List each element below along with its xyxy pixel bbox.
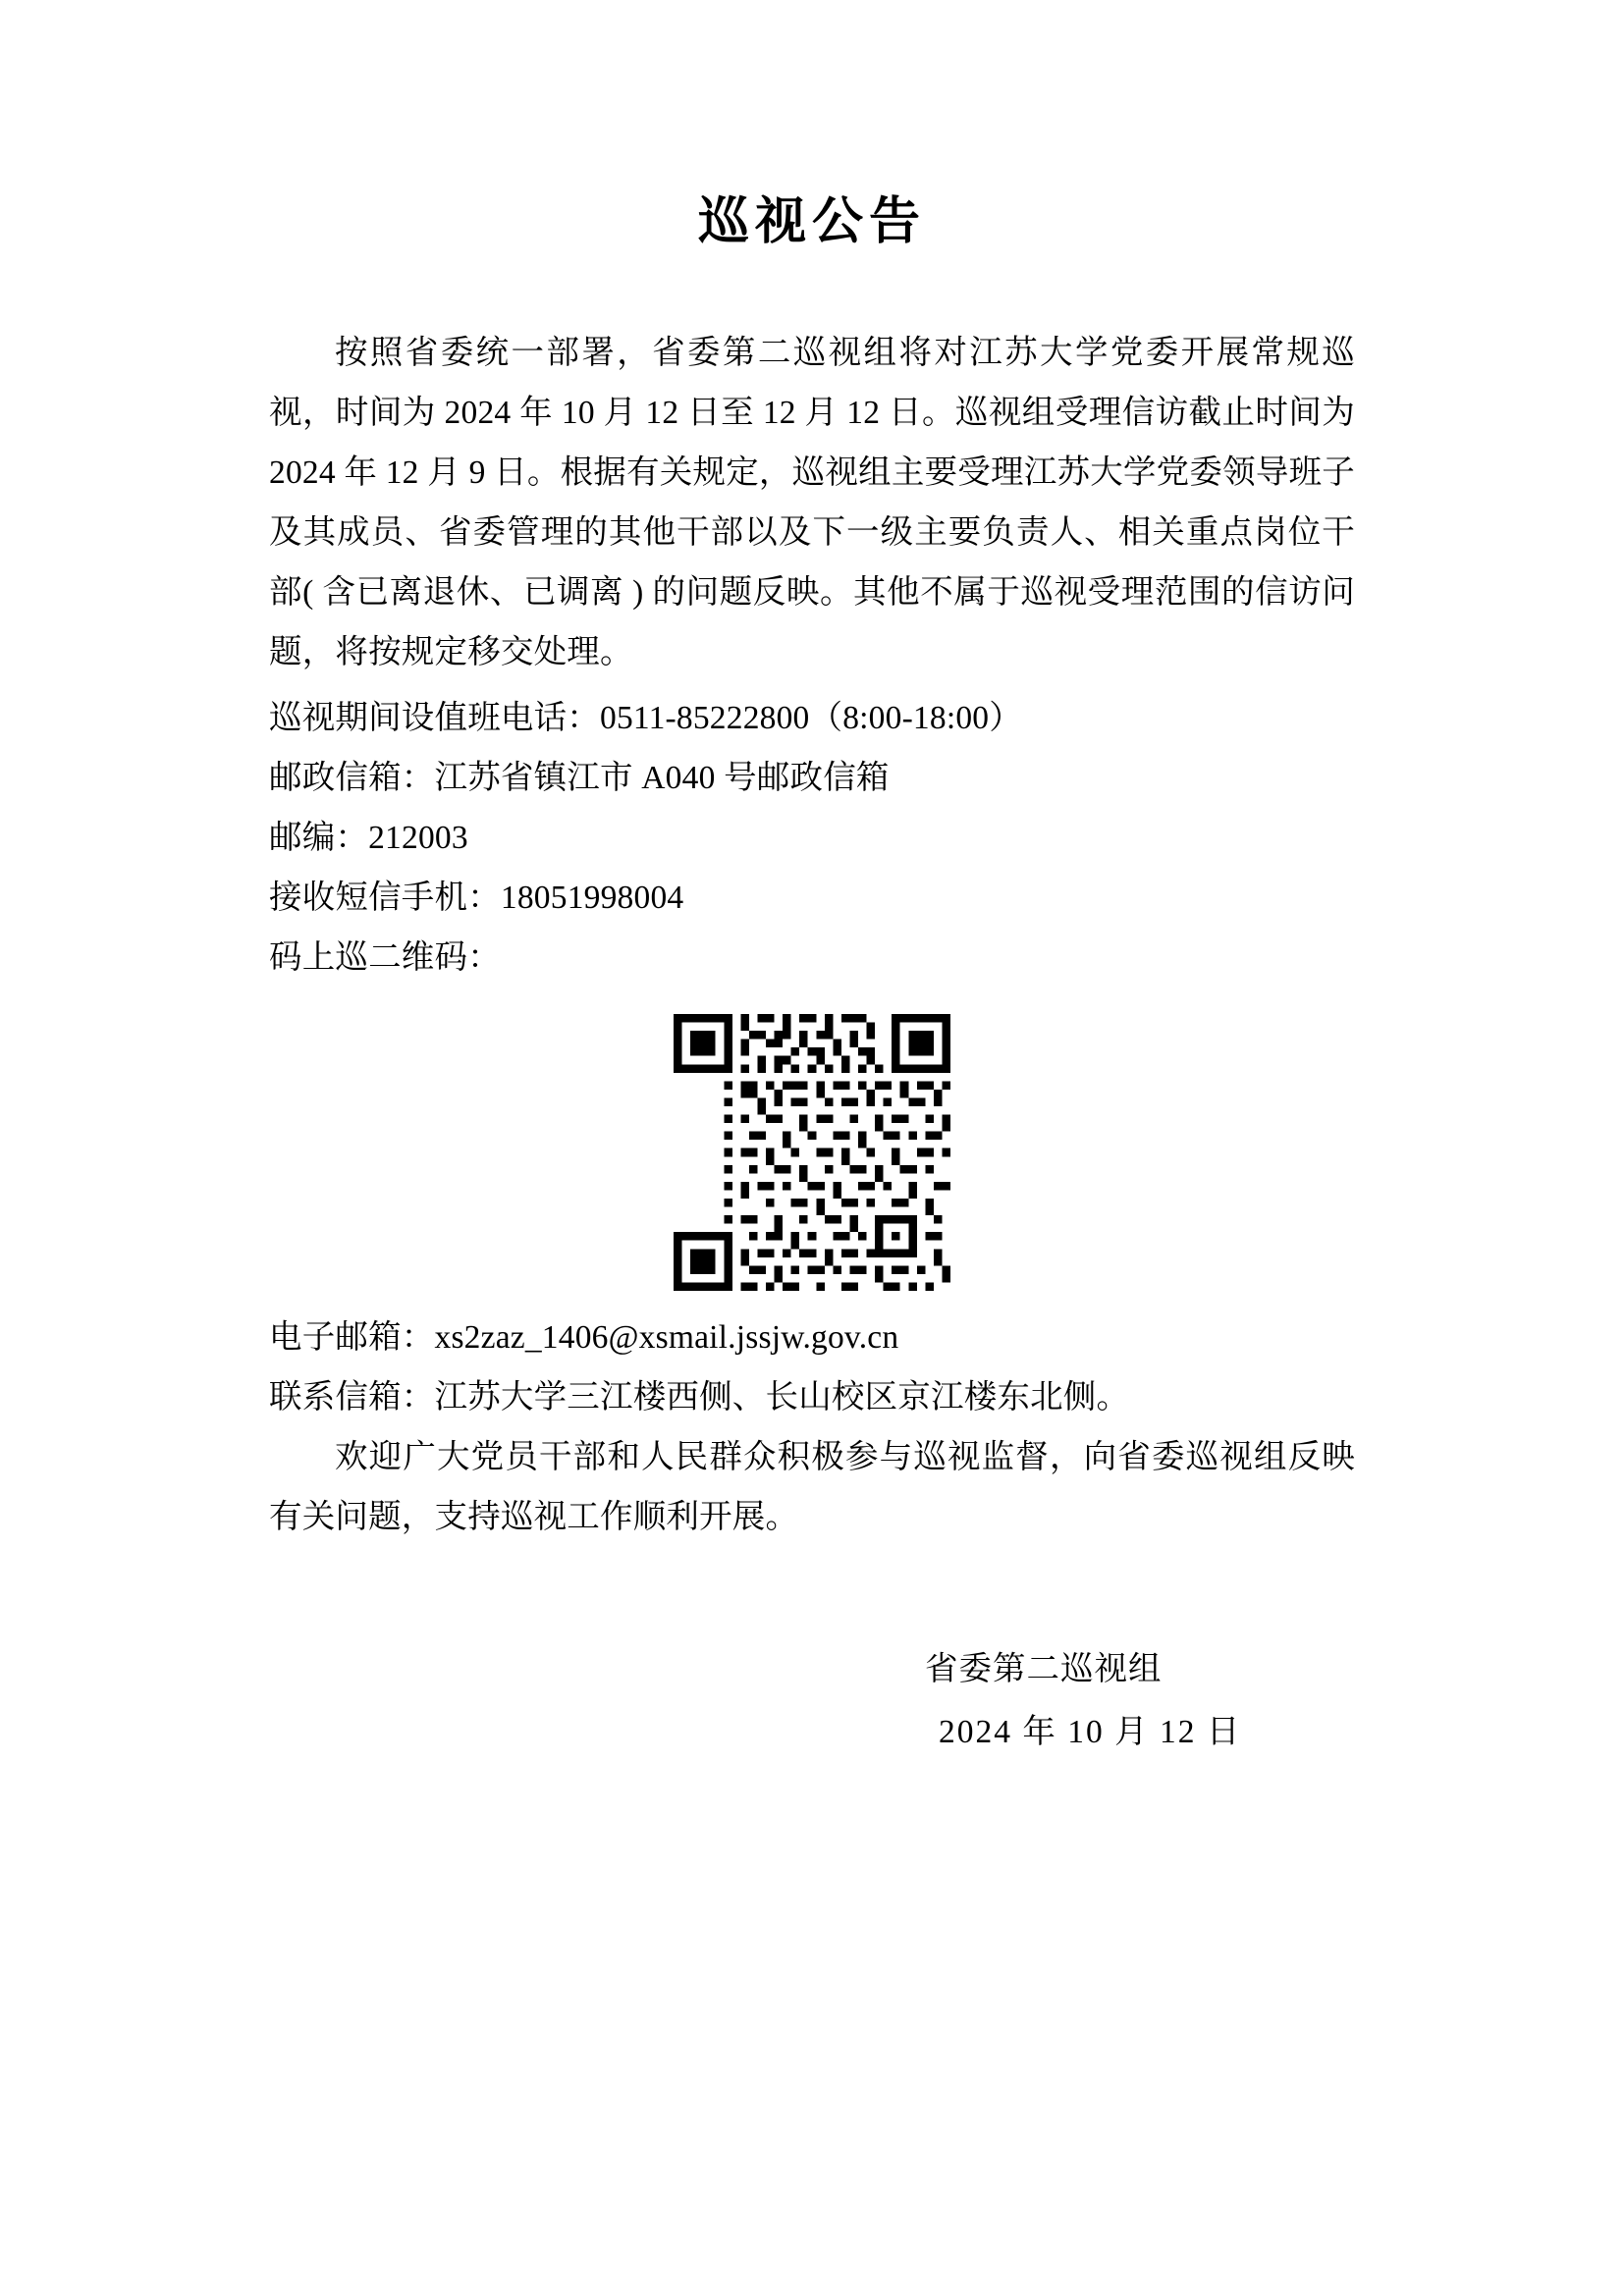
signature-organization: 省委第二巡视组 bbox=[925, 1650, 1163, 1687]
document-body bbox=[269, 253, 1355, 1763]
signature-date: 2024 年 10 月 12 日 bbox=[939, 1713, 1242, 1750]
contact-line-qrcode-label: 码上巡二维码： bbox=[269, 939, 501, 977]
contact-line-phone: 巡视期间设值班电话：0511-85222800（8:00-18:00） bbox=[269, 700, 1022, 737]
contact-line-letterbox: 联系信箱：江苏大学三江楼西侧、长山校区京江楼东北侧。 bbox=[269, 1379, 1130, 1416]
main-paragraph: 按照省委统一部署，省委第二巡视组将对江苏大学党委开展常规巡视，时间为 2024 年 10 月 12 日至 12 月 12 日。巡视组受理信访截止时间为 2024 年 12 月 9 日。根据有关规定，巡视组主要受理江苏大学党委领导班子及其成员、省委管理的其他干部以及下一级主要负责人、相关重点岗位干部( 含已离退休、已调离 ) 的问题反映。其他不属于巡视受理范围的信访问题，将按规定移交处理。 bbox=[269, 335, 1355, 671]
qr-code-icon bbox=[674, 1014, 950, 1291]
contact-line-sms: 接收短信手机：18051998004 bbox=[269, 880, 684, 917]
contact-line-postcode: 邮编：212003 bbox=[269, 820, 468, 857]
qr-code-container bbox=[269, 1014, 1355, 1291]
contact-info-block bbox=[269, 689, 1355, 988]
signature-block bbox=[269, 1638, 1355, 1763]
email-and-letterbox-block bbox=[269, 1308, 1355, 1428]
page-title: 巡视公告 bbox=[697, 194, 926, 250]
contact-line-email: 电子邮箱：xs2zaz_1406@xsmail.jssjw.gov.cn bbox=[269, 1319, 899, 1357]
closing-paragraph: 欢迎广大党员干部和人民群众积极参与巡视监督，向省委巡视组反映有关问题，支持巡视工作顺利开展。 bbox=[269, 1438, 1355, 1535]
contact-line-postbox: 邮政信箱：江苏省镇江市 A040 号邮政信箱 bbox=[269, 760, 890, 797]
